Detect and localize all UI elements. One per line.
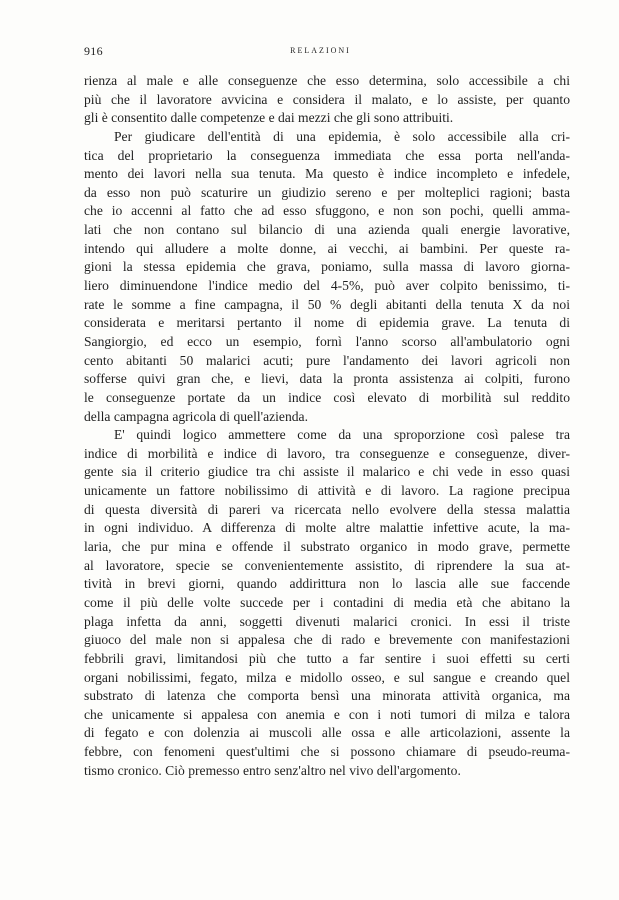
- text-line: unicamente un fattore nobilissimo di attività e di lavoro. La ragione precipua: [84, 483, 570, 499]
- body-text: [84, 72, 570, 780]
- text-line: considerata e meritarsi pertanto il nome di epidemia grave. La tenuta di: [84, 315, 570, 331]
- text-line: febbrili gravi, limitandosi più che tutto a far sentire i suoi effetti su certi: [84, 650, 570, 666]
- text-line: che io accenni al fatto che ad esso sfuggono, e non son pochi, quelli amma-: [84, 203, 570, 219]
- text-line: che unicamente si appalesa con anemia e con i noti tumori di milza e talora: [84, 706, 570, 722]
- text-line: tica del proprietario la conseguenza immediata che essa porta nell'anda-: [84, 147, 570, 163]
- text-line: gli è consentito dalle competenze e dai mezzi che gli sono attribuiti.: [84, 110, 454, 126]
- text-line: di fegato e con dolenzia ai muscoli alle ossa e alle articolazioni, assente la: [84, 725, 570, 741]
- text-line: tività in brevi giorni, quando addirittura non lo lascia alle sue faccende: [84, 576, 570, 592]
- text-line: gente sia il criterio giudice tra chi assiste il malarico e chi vede in esso quasi: [84, 464, 570, 480]
- text-line: in ogni individuo. A differenza di molte altre malattie infettive acute, la ma-: [84, 520, 570, 536]
- running-head: RELAZIONI: [290, 46, 351, 55]
- text-line: plaga infetta da anni, soggetti divenuti malarici cronici. In essi il triste: [84, 613, 570, 629]
- text-line: indice di morbilità e indice di lavoro, tra conseguenze e conseguenze, diver-: [84, 445, 570, 461]
- text-line: Per giudicare dell'entità di una epidemia, è solo accessibile alla cri-: [114, 128, 570, 144]
- text-line: le conseguenze portate da un indice così elevato di morbilità sul reddito: [84, 389, 570, 405]
- text-line: gioni la stessa epidemia che grava, poniamo, sulla massa di lavoro giorna-: [84, 259, 570, 275]
- text-line: intendo qui alludere a molte donne, ai vecchi, ai bambini. Per queste ra-: [84, 240, 570, 256]
- text-line: di questa diversità di pareri va ricercata nello evolvere della stessa malattia: [84, 501, 570, 517]
- text-line: da esso non può scaturire un giudizio sereno e per molteplici ragioni; basta: [84, 184, 570, 200]
- text-line: rate le somme a fine campagna, il 50 % degli abitanti della tenuta X da noi: [84, 296, 570, 312]
- text-line: liero diminuendone l'indice medio del 4-5%, può aver colpito benissimo, ti-: [84, 278, 570, 294]
- text-line: sofferse quivi gran che, e lievi, data la pronta assistenza ai colpiti, furono: [84, 371, 570, 387]
- page-header: [84, 44, 557, 64]
- text-line: rienza al male e alle conseguenze che esso determina, solo accessibile a chi: [84, 73, 570, 88]
- text-line: della campagna agricola di quell'azienda.: [84, 408, 308, 424]
- text-line: tismo cronico. Ciò premesso entro senz'altro nel vivo dell'argomento.: [84, 762, 461, 778]
- text-line: febbre, con fenomeni quest'ultimi che si possono chiamare di pseudo-reuma-: [84, 744, 570, 760]
- text-line: organi nobilissimi, fegato, milza e midollo osseo, e sul sangue e creando quel: [84, 669, 570, 685]
- text-line: substrato di latenza che comporta bensì una minorata attività organica, ma: [84, 688, 570, 704]
- text-line: E' quindi logico ammettere come da una sproporzione così palese tra: [114, 427, 570, 443]
- text-line: come il più delle volte succede per i contadini di media età che abitano la: [84, 594, 570, 610]
- page-number: 916: [84, 44, 103, 58]
- text-line: più che il lavoratore avvicina e considera il malato, e lo assiste, per quanto: [84, 91, 570, 107]
- text-line: al lavoratore, specie se convenientemente assistito, di riprendere la sua at-: [84, 557, 570, 573]
- text-line: lati che non contano sul bilancio di una azienda quali energie lavorative,: [84, 222, 570, 238]
- text-line: Sangiorgio, ed ecco un esempio, fornì l'anno scorso all'ambulatorio ogni: [84, 333, 570, 349]
- text-line: mento dei lavori nella sua tenuta. Ma questo è indice incompleto e infedele,: [84, 166, 570, 182]
- text-line: cento abitanti 50 malarici acuti; pure l'andamento dei lavori agricoli non: [84, 352, 570, 368]
- text-line: laria, che pur mina e offende il substrato organico in modo grave, permette: [84, 539, 570, 555]
- text-line: giuoco del male non si appalesa che di rado e brevemente con manifestazioni: [84, 632, 570, 648]
